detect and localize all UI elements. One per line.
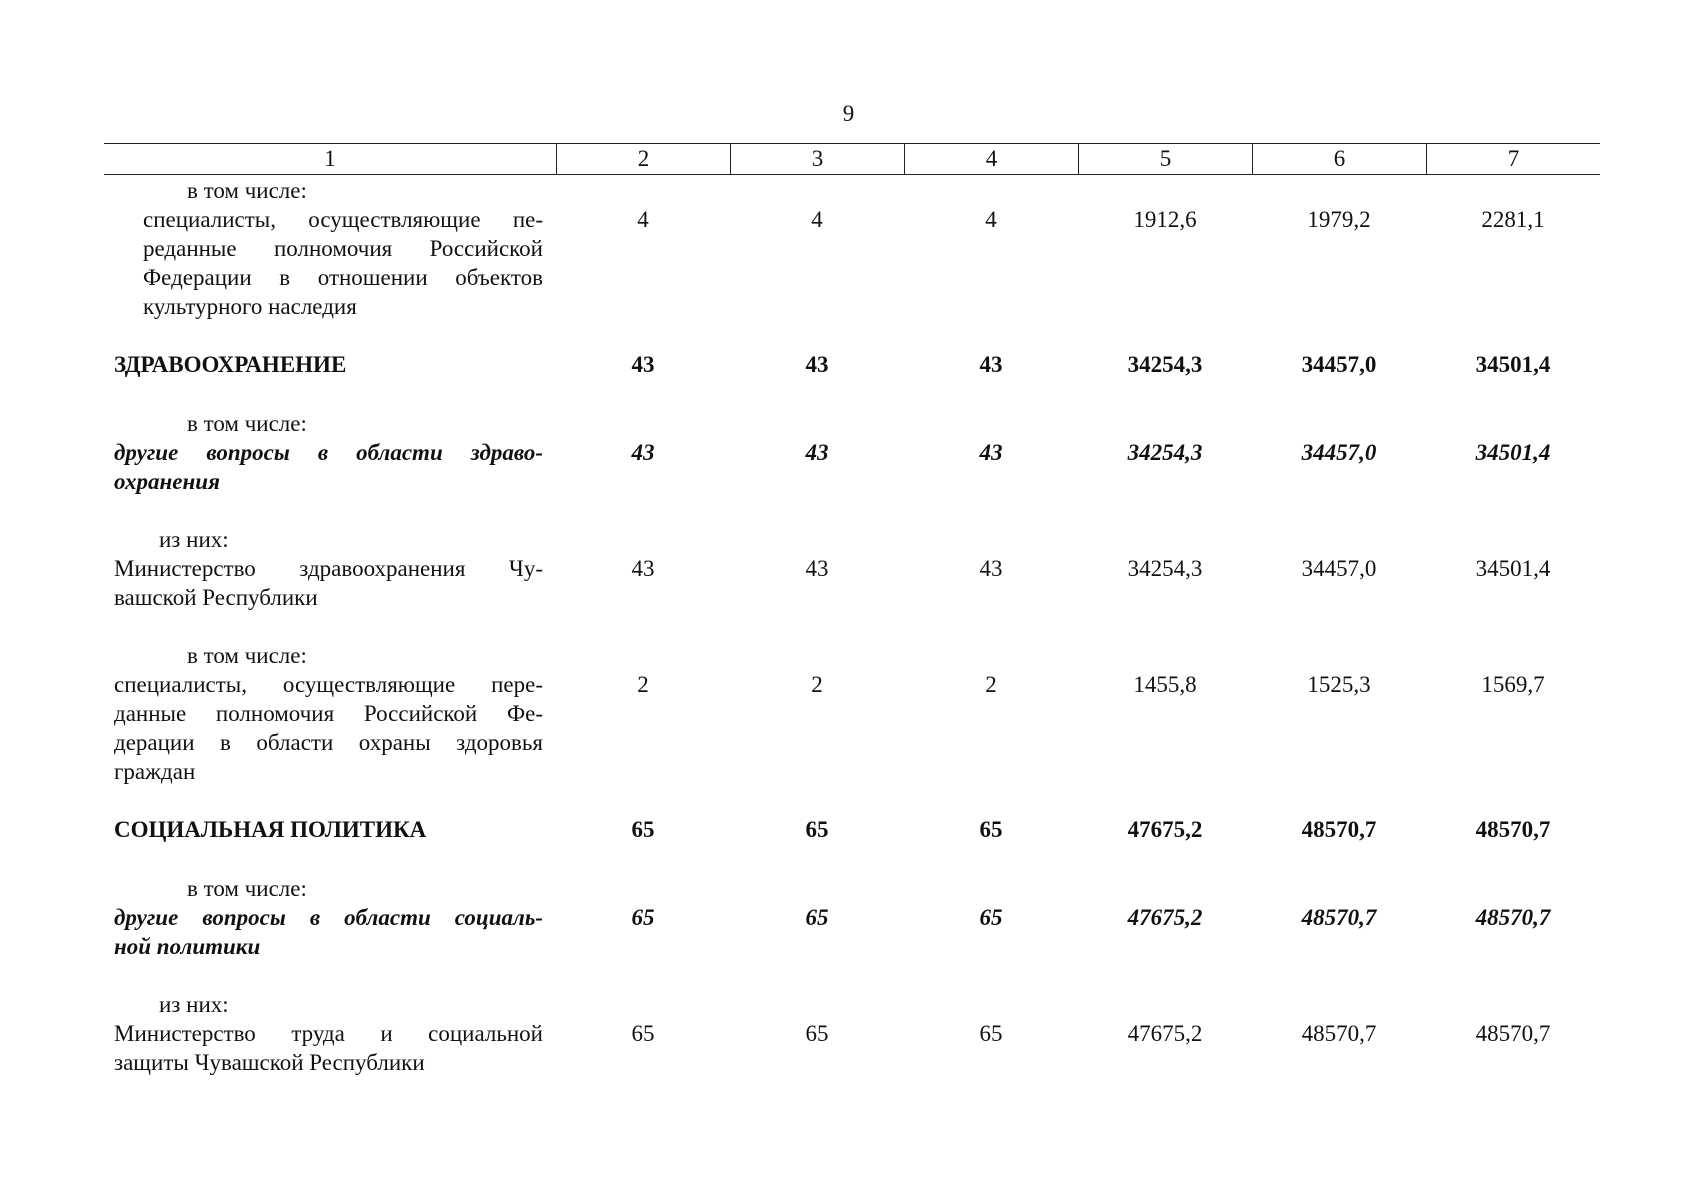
row-label: другие вопросы в области социаль- ной политики: [114, 905, 543, 959]
value-cell: 47675,2: [1127, 817, 1203, 842]
value-cell: 2: [811, 672, 823, 697]
value-cell: 65: [979, 817, 1003, 842]
value-cell: 43: [805, 440, 829, 465]
header-col-6: 6: [1252, 144, 1426, 174]
row-intro: из них:: [159, 992, 229, 1017]
value-cell: 48570,7: [1475, 905, 1551, 930]
header-col-4: 4: [904, 144, 1078, 174]
value-cell: 48570,7: [1301, 1021, 1377, 1046]
header-col-2: 2: [556, 144, 730, 174]
value-cell: 1979,2: [1307, 207, 1371, 232]
row-values: [556, 1019, 1600, 1048]
value-cell: 47675,2: [1127, 1021, 1203, 1046]
value-cell: 48570,7: [1475, 817, 1551, 842]
value-cell: 1912,6: [1133, 207, 1197, 232]
value-cell: 48570,7: [1301, 817, 1377, 842]
value-cell: 43: [805, 352, 829, 377]
row-label: другие вопросы в области здраво- охранения: [114, 440, 543, 494]
value-cell: 2: [637, 672, 649, 697]
row-label: специалисты, осуществляющие пере- данные полномочия Российской Фе- дерации в области охраны здоровья граждан: [114, 672, 543, 784]
value-cell: 34457,0: [1301, 556, 1377, 581]
section-heading: СОЦИАЛЬНАЯ ПОЛИТИКА: [114, 817, 427, 842]
row-intro: из них:: [159, 527, 229, 552]
value-cell: 65: [631, 905, 655, 930]
value-cell: 43: [631, 352, 655, 377]
row-values: [556, 438, 1600, 467]
row-values: [556, 815, 1600, 844]
value-cell: 43: [631, 440, 655, 465]
value-cell: 34457,0: [1301, 440, 1377, 465]
value-cell: 48570,7: [1475, 1021, 1551, 1046]
row-values: [556, 903, 1600, 932]
row-intro: в том числе:: [187, 876, 307, 901]
row-values: [556, 554, 1600, 583]
row-values: [556, 205, 1600, 234]
row-label: специалисты, осуществляющие пе- реданные полномочия Российской Федерации в отношении объектов культурного наследия: [143, 207, 543, 319]
value-cell: 4: [811, 207, 823, 232]
value-cell: 47675,2: [1127, 905, 1203, 930]
value-cell: 34501,4: [1475, 556, 1551, 581]
value-cell: 43: [979, 440, 1003, 465]
value-cell: 65: [979, 905, 1003, 930]
value-cell: 34457,0: [1301, 352, 1377, 377]
value-cell: 1569,7: [1481, 672, 1545, 697]
value-cell: 65: [631, 1021, 655, 1046]
header-col-1: 1: [324, 146, 336, 171]
value-cell: 4: [985, 207, 997, 232]
header-col-7: 7: [1426, 144, 1600, 174]
value-cell: 65: [805, 905, 829, 930]
value-cell: 65: [979, 1021, 1003, 1046]
value-cell: 43: [979, 556, 1003, 581]
value-cell: 34254,3: [1127, 440, 1203, 465]
value-cell: 65: [805, 1021, 829, 1046]
section-heading: ЗДРАВООХРАНЕНИЕ: [114, 352, 347, 377]
value-cell: 34254,3: [1127, 556, 1203, 581]
value-cell: 4: [637, 207, 649, 232]
value-cell: 34501,4: [1475, 440, 1551, 465]
row-intro: в том числе:: [187, 643, 307, 668]
value-cell: 34501,4: [1475, 352, 1551, 377]
header-col-3: 3: [730, 144, 904, 174]
row-intro: в том числе:: [187, 178, 307, 203]
value-cell: 2281,1: [1481, 207, 1545, 232]
row-intro: в том числе:: [187, 411, 307, 436]
value-cell: 48570,7: [1301, 905, 1377, 930]
row-values: [556, 350, 1600, 379]
value-cell: 65: [631, 817, 655, 842]
row-label: Министерство труда и социальной защиты Чувашской Республики: [114, 1021, 543, 1075]
value-cell: 65: [805, 817, 829, 842]
row-values: [556, 670, 1600, 699]
value-cell: 34254,3: [1127, 352, 1203, 377]
value-cell: 43: [805, 556, 829, 581]
value-cell: 1455,8: [1133, 672, 1197, 697]
value-cell: 43: [631, 556, 655, 581]
value-cell: 43: [979, 352, 1003, 377]
row-label: Министерство здравоохранения Чу- вашской Республики: [114, 556, 543, 610]
value-cell: 1525,3: [1307, 672, 1371, 697]
value-cell: 2: [985, 672, 997, 697]
header-col-5: 5: [1078, 144, 1252, 174]
page-number: 9: [842, 101, 855, 126]
table-header: [104, 143, 1600, 175]
